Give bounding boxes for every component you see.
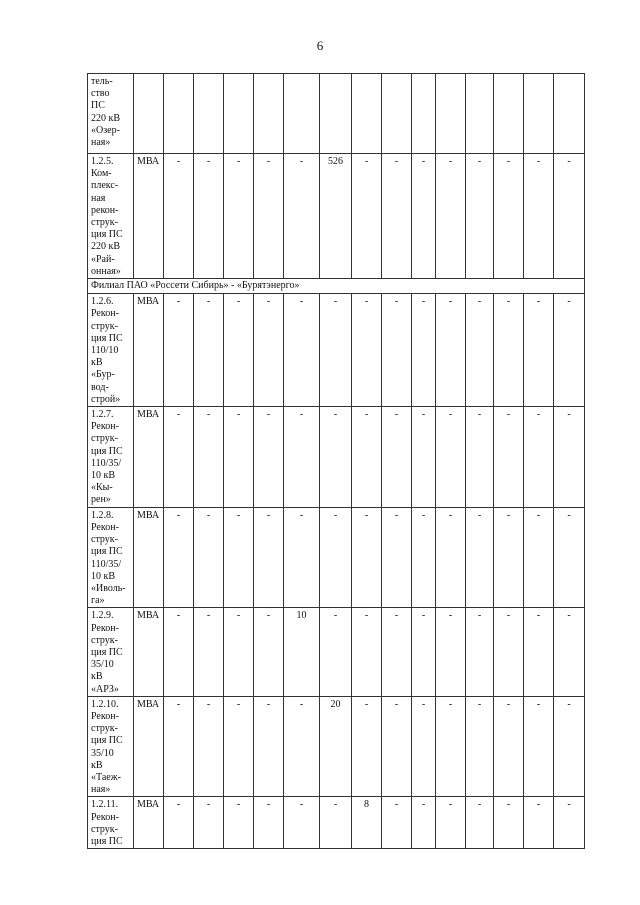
unit-cell xyxy=(134,74,164,154)
value-cell: - xyxy=(494,608,524,696)
value-cell: - xyxy=(554,507,585,608)
value-cell: - xyxy=(254,407,284,508)
value-cell: - xyxy=(254,696,284,797)
value-cell: - xyxy=(436,797,466,849)
table-row xyxy=(88,696,585,797)
unit-cell: МВА xyxy=(134,608,164,696)
value-cell: - xyxy=(320,608,352,696)
value-cell xyxy=(284,74,320,154)
value-cell: - xyxy=(224,154,254,279)
unit-cell: МВА xyxy=(134,407,164,508)
branch-name: Филиал ПАО «Россети Сибирь» - «Бурятэнерго» xyxy=(88,279,585,294)
value-cell: - xyxy=(352,507,382,608)
value-cell: - xyxy=(164,154,194,279)
unit-cell: МВА xyxy=(134,154,164,279)
value-cell: - xyxy=(466,407,494,508)
value-cell: - xyxy=(164,294,194,407)
value-cell: - xyxy=(412,797,436,849)
value-cell: - xyxy=(254,507,284,608)
value-cell: - xyxy=(382,294,412,407)
value-cell: - xyxy=(352,154,382,279)
value-cell: - xyxy=(164,507,194,608)
table-row xyxy=(88,407,585,508)
value-cell: - xyxy=(436,608,466,696)
table-row xyxy=(88,608,585,696)
value-cell: - xyxy=(284,507,320,608)
value-cell: - xyxy=(494,294,524,407)
value-cell: - xyxy=(254,154,284,279)
value-cell: - xyxy=(224,696,254,797)
value-cell: - xyxy=(494,407,524,508)
value-cell: - xyxy=(194,608,224,696)
value-cell: - xyxy=(494,696,524,797)
value-cell: - xyxy=(164,407,194,508)
value-cell: - xyxy=(524,407,554,508)
value-cell xyxy=(466,74,494,154)
page-number: 6 xyxy=(316,38,324,53)
unit-cell: МВА xyxy=(134,507,164,608)
value-cell: - xyxy=(382,608,412,696)
value-cell: 8 xyxy=(352,797,382,849)
value-cell: - xyxy=(224,608,254,696)
value-cell: - xyxy=(524,507,554,608)
object-name-cell: 1.2.9. Рекон- струк- ция ПС 35/10 кВ «АРЗ» xyxy=(88,608,134,696)
value-cell: - xyxy=(224,797,254,849)
value-cell: - xyxy=(524,797,554,849)
object-name-cell: тель- ство ПС 220 кВ «Озер- ная» xyxy=(88,74,134,154)
value-cell: - xyxy=(554,608,585,696)
value-cell: - xyxy=(194,294,224,407)
object-name-cell: 1.2.10. Рекон- струк- ция ПС 35/10 кВ «Таеж- ная» xyxy=(88,696,134,797)
value-cell: - xyxy=(224,407,254,508)
value-cell: 10 xyxy=(284,608,320,696)
value-cell: - xyxy=(466,608,494,696)
value-cell xyxy=(352,74,382,154)
value-cell: - xyxy=(436,507,466,608)
value-cell: - xyxy=(382,154,412,279)
table-row xyxy=(88,507,585,608)
value-cell: - xyxy=(320,507,352,608)
value-cell xyxy=(224,74,254,154)
value-cell: - xyxy=(412,407,436,508)
value-cell: - xyxy=(320,294,352,407)
value-cell: - xyxy=(320,797,352,849)
object-name-cell: 1.2.11. Рекон- струк- ция ПС xyxy=(88,797,134,849)
table-row xyxy=(88,74,585,154)
value-cell: - xyxy=(554,294,585,407)
value-cell: - xyxy=(554,696,585,797)
value-cell: - xyxy=(382,797,412,849)
value-cell xyxy=(320,74,352,154)
value-cell: - xyxy=(524,154,554,279)
unit-cell: МВА xyxy=(134,797,164,849)
value-cell: - xyxy=(382,407,412,508)
object-name-cell: 1.2.8. Рекон- струк- ция ПС 110/35/ 10 кВ «Иволь- га» xyxy=(88,507,134,608)
value-cell: - xyxy=(224,294,254,407)
unit-cell: МВА xyxy=(134,294,164,407)
value-cell xyxy=(254,74,284,154)
value-cell: - xyxy=(164,696,194,797)
value-cell: - xyxy=(412,294,436,407)
data-table-wrapper xyxy=(87,73,585,849)
value-cell: - xyxy=(554,154,585,279)
value-cell: 20 xyxy=(320,696,352,797)
value-cell: - xyxy=(466,696,494,797)
value-cell: - xyxy=(382,696,412,797)
value-cell: - xyxy=(352,407,382,508)
object-name-cell: 1.2.7. Рекон- струк- ция ПС 110/35/ 10 кВ «Кы- рен» xyxy=(88,407,134,508)
table-row xyxy=(88,797,585,849)
value-cell: - xyxy=(164,608,194,696)
table-row xyxy=(88,154,585,279)
value-cell xyxy=(412,74,436,154)
value-cell: - xyxy=(436,696,466,797)
value-cell: - xyxy=(466,294,494,407)
value-cell: - xyxy=(524,608,554,696)
value-cell: - xyxy=(352,696,382,797)
value-cell: - xyxy=(494,507,524,608)
value-cell: - xyxy=(254,797,284,849)
value-cell: - xyxy=(194,797,224,849)
object-name-cell: 1.2.6. Рекон- струк- ция ПС 110/10 кВ «Бур- вод- строй» xyxy=(88,294,134,407)
value-cell: 526 xyxy=(320,154,352,279)
value-cell: - xyxy=(284,696,320,797)
value-cell: - xyxy=(412,608,436,696)
value-cell: - xyxy=(352,294,382,407)
value-cell: - xyxy=(254,608,284,696)
value-cell: - xyxy=(494,797,524,849)
value-cell: - xyxy=(194,154,224,279)
value-cell: - xyxy=(194,407,224,508)
object-name-cell: 1.2.5. Ком- плекс- ная рекон- струк- ция ПС 220 кВ «Рай- онная» xyxy=(88,154,134,279)
value-cell: - xyxy=(436,154,466,279)
value-cell: - xyxy=(494,154,524,279)
value-cell: - xyxy=(284,407,320,508)
value-cell xyxy=(164,74,194,154)
value-cell xyxy=(382,74,412,154)
value-cell: - xyxy=(412,507,436,608)
value-cell: - xyxy=(284,797,320,849)
value-cell: - xyxy=(436,294,466,407)
unit-cell: МВА xyxy=(134,696,164,797)
value-cell xyxy=(194,74,224,154)
value-cell: - xyxy=(524,294,554,407)
value-cell: - xyxy=(466,507,494,608)
value-cell: - xyxy=(466,797,494,849)
value-cell: - xyxy=(194,696,224,797)
value-cell xyxy=(436,74,466,154)
value-cell: - xyxy=(284,154,320,279)
value-cell: - xyxy=(412,154,436,279)
value-cell: - xyxy=(466,154,494,279)
value-cell: - xyxy=(164,797,194,849)
value-cell: - xyxy=(382,507,412,608)
value-cell xyxy=(554,74,585,154)
capacity-table xyxy=(87,73,585,849)
value-cell: - xyxy=(436,407,466,508)
value-cell: - xyxy=(554,797,585,849)
value-cell: - xyxy=(524,696,554,797)
value-cell: - xyxy=(320,407,352,508)
value-cell: - xyxy=(254,294,284,407)
value-cell: - xyxy=(352,608,382,696)
value-cell xyxy=(494,74,524,154)
value-cell: - xyxy=(284,294,320,407)
value-cell: - xyxy=(194,507,224,608)
value-cell xyxy=(524,74,554,154)
branch-header-row xyxy=(88,279,585,294)
value-cell: - xyxy=(412,696,436,797)
value-cell: - xyxy=(554,407,585,508)
table-row xyxy=(88,294,585,407)
value-cell: - xyxy=(224,507,254,608)
